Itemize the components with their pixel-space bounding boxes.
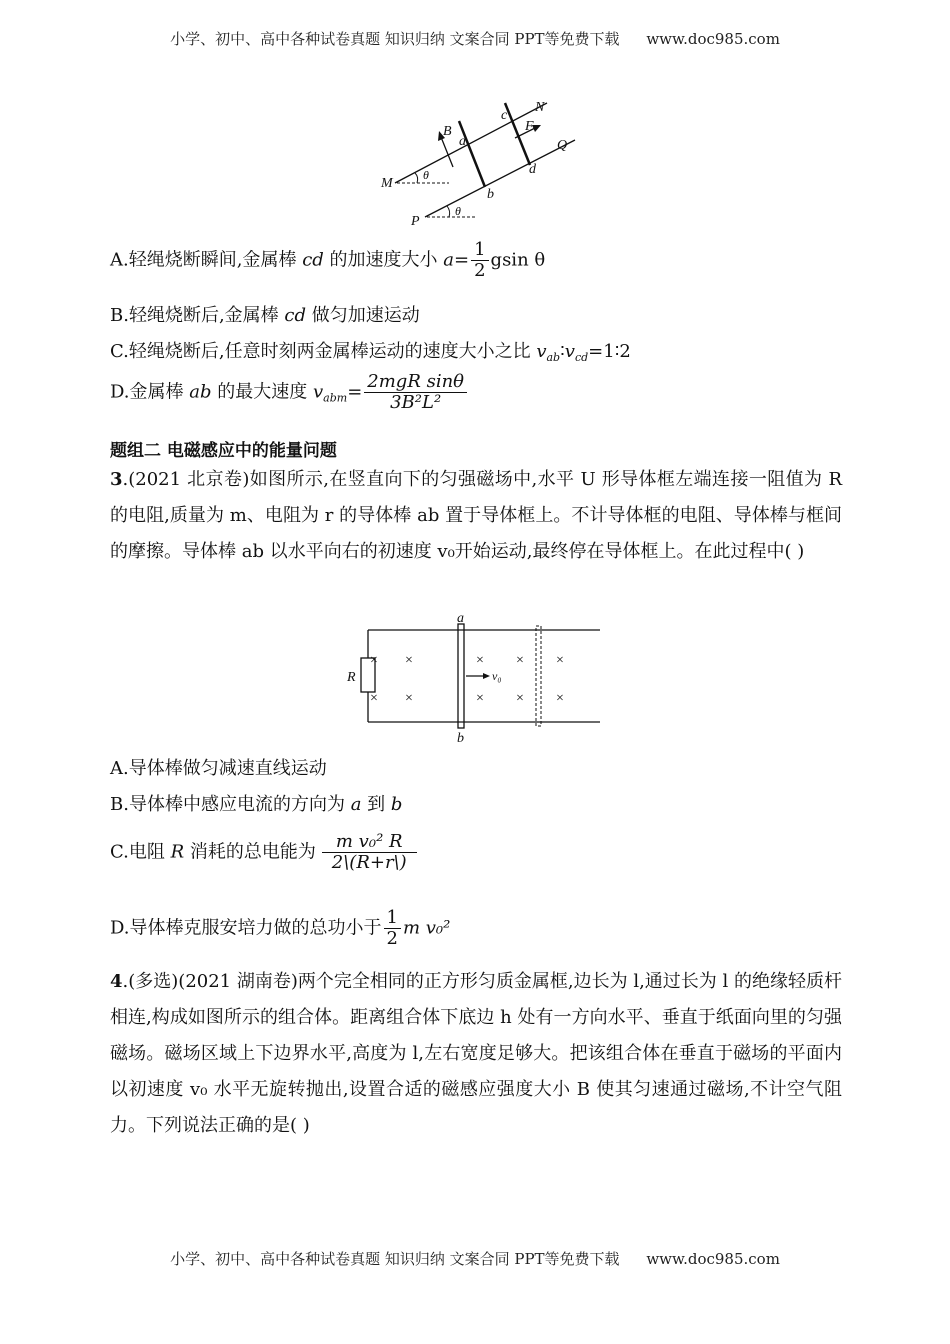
label-d: d <box>529 162 536 177</box>
field-cross: × <box>516 691 524 706</box>
field-cross: × <box>405 691 413 706</box>
fraction: $\frac{\text{m v₀² R}}{2\backslash(R+r\backslash)}$ <box>322 832 417 873</box>
label-F: F <box>525 119 534 134</box>
angle-arc-1 <box>415 173 418 183</box>
q2-option-c: C.轻绳烧断后,任意时刻两金属棒运动的速度大小之比 $v_{ab}∶v_{cd}=1∶2$ <box>110 341 631 364</box>
fraction: $\frac{\text{2mgR sinθ}}{\text{3B²L²}}$ <box>364 372 467 413</box>
field-cross: × <box>476 691 484 706</box>
label-a: a <box>459 134 466 149</box>
field-cross: × <box>405 653 413 668</box>
label-theta-2: θ <box>455 204 461 218</box>
field-cross: × <box>370 691 378 706</box>
header-url[interactable]: www.doc985.com <box>646 30 780 48</box>
field-cross: × <box>556 653 564 668</box>
label-R: R <box>347 670 356 685</box>
rod-final-position <box>536 626 541 726</box>
rod-cd <box>505 103 530 165</box>
header-text: 小学、初中、高中各种试卷真题 知识归纳 文案合同 PPT等免费下载 <box>170 30 620 48</box>
label-theta-1: θ <box>423 168 429 182</box>
q3-stem: 3.(2021 北京卷)如图所示,在竖直向下的匀强磁场中,水平 U 形导体框左端连接一阻值为 R 的电阻,质量为 m、电阻为 r 的导体棒 ab 置于导体框上。不计导体框的电阻、导体棒与框间的摩擦。导体棒 ab 以水平向右的初速度 v₀开始运动,最终停在导体框上。在此过程中( ) <box>110 469 842 562</box>
fraction: $\frac{1}{2}$ <box>471 240 488 281</box>
page-footer <box>0 1248 950 1269</box>
rod-ab <box>458 624 464 728</box>
fraction: $\frac{1}{2}$ <box>384 908 401 949</box>
footer-url[interactable]: www.doc985.com <box>646 1250 780 1268</box>
label-N: N <box>535 100 545 115</box>
field-cross: × <box>476 653 484 668</box>
label-B: B <box>443 124 452 139</box>
q2-option-a: A.轻绳烧断瞬间,金属棒 cd 的加速度大小 a= $\frac{1}{2}$ gsin θ <box>110 239 546 281</box>
q3-option-c: C.电阻 R 消耗的总电能为 $\frac{\text{m v₀² R}}{2\backslash(R+r\backslash)}$ <box>110 832 419 873</box>
label-v0: v₀ <box>492 669 502 683</box>
angle-arc-2 <box>447 206 450 217</box>
rod-ab <box>459 121 485 187</box>
q2-option-b: B.轻绳烧断后,金属棒 cd 做匀加速运动 <box>110 305 420 326</box>
q3-option-a: A.导体棒做匀减速直线运动 <box>110 758 327 779</box>
label-a: a <box>457 612 464 626</box>
rails-diagram <box>375 95 590 230</box>
u-frame-diagram <box>340 612 605 747</box>
field-cross: × <box>556 691 564 706</box>
q3-option-d: D.导体棒克服安培力做的总功小于 $\frac{1}{2}$ m v₀² <box>110 907 451 949</box>
B-arrow <box>441 137 453 167</box>
footer-text: 小学、初中、高中各种试卷真题 知识归纳 文案合同 PPT等免费下载 <box>170 1250 620 1268</box>
section-title: 题组二 电磁感应中的能量问题 <box>110 441 337 461</box>
field-cross: × <box>516 653 524 668</box>
velocity-arrowhead <box>483 673 490 679</box>
q2-option-d: D.金属棒 ab 的最大速度 $v_{abm}=$ $\frac{\text{2mgR sinθ}}{\text{3B²L²}}$ <box>110 372 469 413</box>
label-b: b <box>487 187 494 202</box>
label-b: b <box>457 731 464 746</box>
page-header <box>0 28 950 49</box>
label-P: P <box>411 214 420 229</box>
field-cross: × <box>370 653 378 668</box>
q3-option-b: B.导体棒中感应电流的方向为 a 到 b <box>110 794 403 815</box>
label-c: c <box>501 108 508 123</box>
rail-upper <box>395 103 547 183</box>
q4-stem: 4.(多选)(2021 湖南卷)两个完全相同的正方形匀质金属框,边长为 l,通过长为 l 的绝缘轻质杆相连,构成如图所示的组合体。距离组合体下底边 h 处有一方向水平、垂直于纸面向里的匀强磁场。磁场区域上下边界水平,高度为 l,左右宽度足够大。把该组合体在垂直于磁场的平面内以初速度 v₀ 水平无旋转抛出,设置合适的磁感应强度大小 B 使其匀速通过磁场,不计空气阻力。下列说法正确的是( ) <box>110 971 842 1136</box>
label-M: M <box>381 176 393 191</box>
label-Q: Q <box>557 138 568 153</box>
